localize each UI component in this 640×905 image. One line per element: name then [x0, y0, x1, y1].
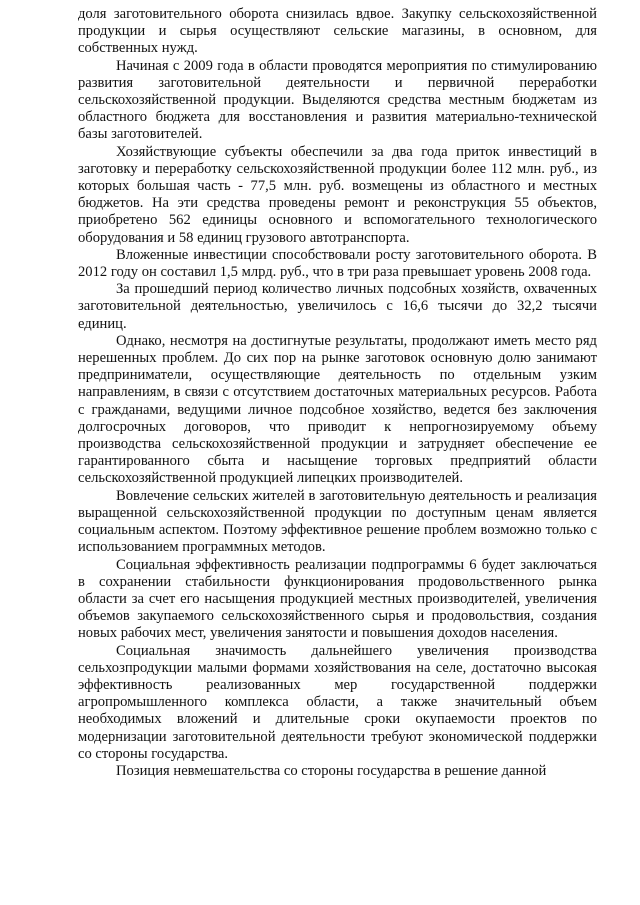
paragraph-procurement-measures: Начиная с 2009 года в области проводятся мероприятия по стимулированию развития заготовительной деятельности и первичной переработки сельскохозяйственной продукции. Выделяются средства местным бюджетам из областного бюджета для восстановления и развития материально-технической базы заготовителей. — [78, 57, 597, 143]
paragraph-social-significance: Социальная значимость дальнейшего увеличения производства сельхозпродукции малыми формами хозяйствования на селе, достаточно высокая эффективность реализованных мер государственной поддержки агропромышленного комплекса области, а также значительный объем необходимых вложений и длительные сроки окупаемости проектов по модернизации заготовительной деятельности требуют экономической поддержки со стороны государства. — [78, 642, 597, 762]
paragraph-social-efficiency: Социальная эффективность реализации подпрограммы 6 будет заключаться в сохранении стабильности функционирования продовольственного рынка области за счет его насыщения продукцией местных производителей, увеличения объемов закупаемого сельскохозяйственного сырья и продовольствия, создания новых рабочих мест, увеличения занятости и повышения доходов населения. — [78, 556, 597, 642]
paragraph-continuation: доля заготовительного оборота снизилась вдвое. Закупку сельскохозяйственной продукции и сырья осуществляют сельские магазины, в основном, для собственных нужд. — [78, 6, 597, 57]
document-page — [78, 6, 597, 780]
paragraph-investments: Хозяйствующие субъекты обеспечили за два года приток инвестиций в заготовку и переработку сельскохозяйственной продукции более 112 млн. руб., из которых большая часть - 77,5 млн. руб. возмещены из областного и местных бюджетов. На эти средства проведены ремонт и реконструкция 55 объектов, приобретено 562 единицы основного и вспомогательного технологического оборудования и 58 единиц грузового автотранспорта. — [78, 143, 597, 246]
paragraph-household-count: За прошедший период количество личных подсобных хозяйств, охваченных заготовительной деятельностью, увеличилось с 16,6 тысячи до 32,2 тысячи единиц. — [78, 281, 597, 332]
paragraph-non-intervention: Позиция невмешательства со стороны государства в решение данной — [116, 762, 547, 779]
paragraph-social-aspect: Вовлечение сельских жителей в заготовительную деятельность и реализация выращенной сельскохозяйственной продукции по доступным ценам является социальным аспектом. Поэтому эффективное решение проблем возможно только с использованием программных методов. — [78, 487, 597, 556]
paragraph-turnover-growth: Вложенные инвестиции способствовали росту заготовительного оборота. В 2012 году он составил 1,5 млрд. руб., что в три раза превышает уровень 2008 года. — [78, 246, 597, 281]
paragraph-unsolved-problems: Однако, несмотря на достигнутые результаты, продолжают иметь место ряд нерешенных проблем. До сих пор на рынке заготовок основную долю занимают предприниматели, осуществляющие деятельность по отдельным узким направлениям, в связи с отсутствием достаточных материальных ресурсов. Работа с гражданами, ведущими личное подсобное хозяйство, ведется без заключения долгосрочных договоров, что приводит к непрогнозируемому объему производства сельскохозяйственной продукции и затрудняет обеспечение ее гарантированного сбыта и насыщение торговых предприятий области сельскохозяйственной продукцией липецких производителей. — [78, 332, 597, 487]
